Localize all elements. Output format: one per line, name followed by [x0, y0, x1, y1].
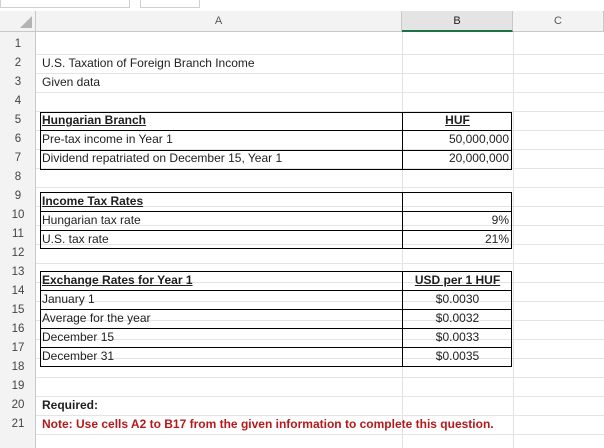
select-all-corner[interactable]	[0, 11, 36, 32]
row-header-9[interactable]: 9	[14, 190, 22, 202]
gridline-row	[36, 434, 604, 435]
gridline-row	[36, 73, 604, 74]
cell-b11-us-rate[interactable]: 21%	[484, 232, 509, 246]
cell-b15-rate-avg[interactable]: $0.0032	[435, 311, 480, 325]
cell-b10-hungarian-rate[interactable]: 9%	[491, 213, 509, 227]
gridline-row	[36, 187, 604, 188]
name-box[interactable]	[0, 0, 130, 8]
column-header-a[interactable]: A	[36, 11, 402, 32]
row-header-18[interactable]: 18	[11, 361, 25, 373]
cell-a13-exchange-rates[interactable]: Exchange Rates for Year 1	[42, 273, 193, 287]
row-header-5[interactable]: 5	[14, 114, 22, 126]
row-header-1[interactable]: 1	[14, 38, 22, 50]
cell-a7-dividend[interactable]: Dividend repatriated on December 15, Year 1	[42, 151, 283, 165]
row-header-10[interactable]: 10	[11, 209, 25, 221]
column-header-b[interactable]: B	[402, 11, 513, 32]
cell-a10-hungarian-tax[interactable]: Hungarian tax rate	[42, 213, 141, 227]
cell-a9-income-tax-rates[interactable]: Income Tax Rates	[42, 194, 144, 208]
row-header-12[interactable]: 12	[11, 247, 25, 259]
gridline-row	[36, 92, 604, 93]
row-header-13[interactable]: 13	[11, 266, 25, 278]
gridline-row	[36, 301, 604, 302]
gridline-row	[36, 168, 604, 169]
cell-b6-pretax-value[interactable]: 50,000,000	[448, 132, 509, 146]
gridline-row	[36, 396, 604, 397]
cell-a16-dec15[interactable]: December 15	[42, 330, 115, 344]
cell-a3-given-data[interactable]: Given data	[42, 75, 101, 89]
row-header-11[interactable]: 11	[12, 228, 24, 240]
formula-box[interactable]	[140, 0, 200, 8]
cell-b5-huf[interactable]: HUF	[445, 113, 470, 127]
gridline-row	[36, 263, 604, 264]
cell-b14-rate-jan[interactable]: $0.0030	[435, 292, 480, 306]
cell-a11-us-tax[interactable]: U.S. tax rate	[42, 232, 109, 246]
row-header-4[interactable]: 4	[14, 95, 22, 107]
row-header-17[interactable]: 17	[11, 342, 25, 354]
row-header-21[interactable]: 21	[11, 418, 25, 430]
row-header-7[interactable]: 7	[14, 152, 22, 164]
gridline-row	[36, 377, 604, 378]
row-header-19[interactable]: 19	[11, 380, 25, 392]
row-header-2[interactable]: 2	[14, 57, 22, 69]
row-header-15[interactable]: 15	[11, 304, 25, 316]
cell-a17-dec31[interactable]: December 31	[42, 349, 115, 363]
gridline-row	[36, 244, 604, 245]
cell-b7-dividend-value[interactable]: 20,000,000	[448, 151, 509, 165]
row-header-16[interactable]: 16	[11, 323, 25, 335]
gridline-row	[36, 358, 604, 359]
cell-a6-pretax-income[interactable]: Pre-tax income in Year 1	[42, 132, 173, 146]
cell-b16-rate-dec15[interactable]: $0.0033	[435, 330, 480, 344]
cell-a15-average[interactable]: Average for the year	[42, 311, 151, 325]
cell-a5-hungarian-branch[interactable]: Hungarian Branch	[42, 113, 147, 127]
gridline-row	[36, 339, 604, 340]
cell-b17-rate-dec31[interactable]: $0.0035	[435, 349, 480, 363]
cell-a2-title[interactable]: U.S. Taxation of Foreign Branch Income	[42, 56, 255, 70]
select-all-icon	[20, 16, 32, 28]
row-header-3[interactable]: 3	[14, 76, 22, 88]
toolbar-strip	[0, 0, 604, 8]
row-header-14[interactable]: 14	[11, 285, 25, 297]
cell-a14-january[interactable]: January 1	[42, 292, 95, 306]
gridline-col-b-c	[513, 32, 514, 448]
row-header-gutter	[0, 32, 36, 448]
column-header-c[interactable]: C	[513, 11, 604, 32]
row-header-20[interactable]: 20	[11, 399, 25, 411]
row-header-6[interactable]: 6	[14, 133, 22, 145]
cell-a20-note[interactable]: Note: Use cells A2 to B17 from the given information to complete this question.	[42, 417, 494, 431]
cell-b13-usd-per-huf[interactable]: USD per 1 HUF	[414, 273, 501, 287]
row-header-8[interactable]: 8	[14, 171, 22, 183]
cell-a19-required[interactable]: Required:	[42, 398, 99, 412]
